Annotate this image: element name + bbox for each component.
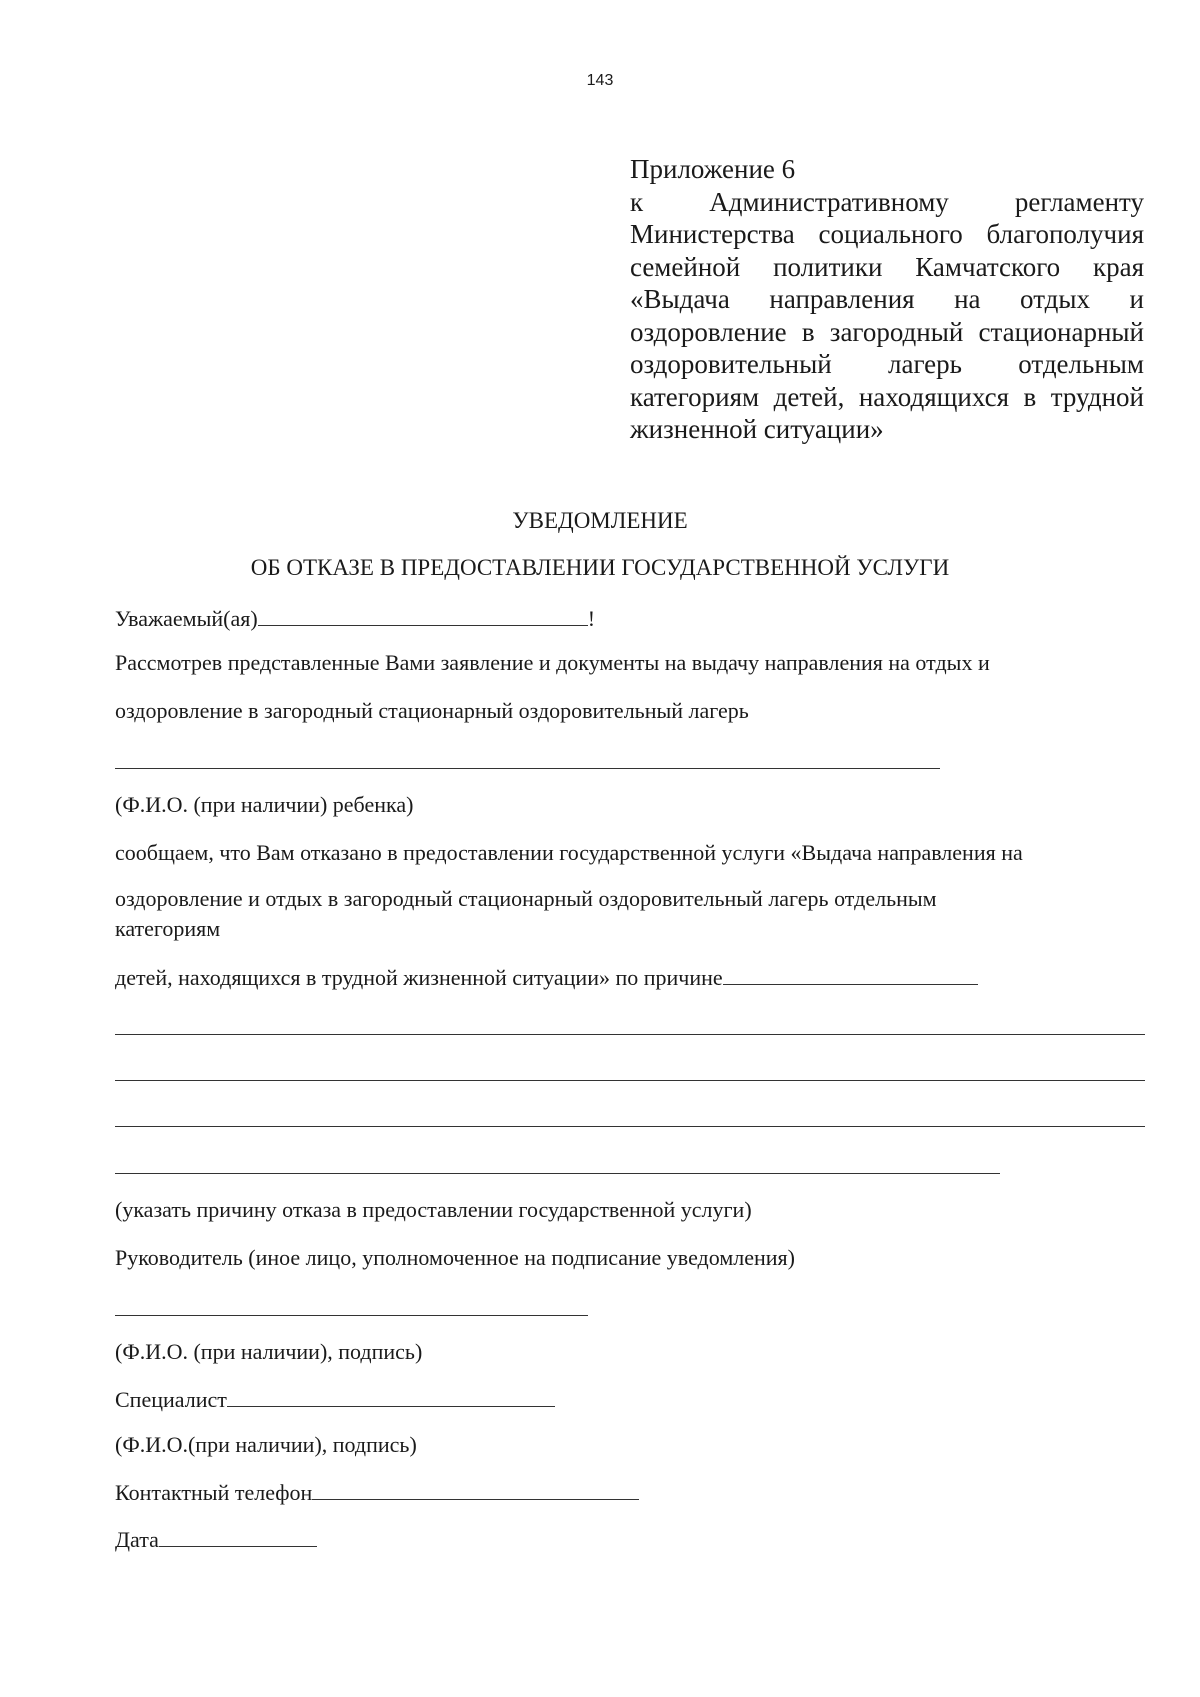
head-signature-caption: (Ф.И.О. (при наличии), подпись)	[115, 1339, 423, 1364]
appendix-line: жизненной ситуации»	[630, 414, 884, 444]
reason-caption: (указать причину отказа в предоставлении государственной услуги)	[115, 1197, 752, 1222]
specialist-signature-caption: (Ф.И.О.(при наличии), подпись)	[115, 1432, 417, 1457]
appendix-line: оздоровительный лагерь отдельным	[630, 349, 1144, 379]
specialist-blank	[227, 1386, 555, 1407]
head-label: Руководитель (иное лицо, уполномоченное на подписание уведомления)	[115, 1245, 795, 1270]
reason-prefix: детей, находящихся в трудной жизненной ситуации» по причине	[115, 965, 723, 990]
child-name-blank	[115, 768, 940, 769]
date-line	[115, 1526, 317, 1553]
appendix-line: Министерства социального благополучия	[630, 219, 1144, 249]
phone-line	[115, 1479, 639, 1506]
notice-subtitle: ОБ ОТКАЗЕ В ПРЕДОСТАВЛЕНИИ ГОСУДАРСТВЕННОЙ УСЛУГИ	[250, 555, 950, 580]
appendix-line: Приложение 6	[630, 154, 796, 184]
reason-blank	[723, 964, 978, 985]
greeting-line	[115, 605, 595, 632]
date-blank	[159, 1526, 317, 1547]
phone-label: Контактный телефон	[115, 1480, 313, 1505]
paragraph-line: Рассмотрев представленные Вами заявление и документы на выдачу направления на отдых и	[115, 650, 990, 675]
recipient-name-blank	[258, 605, 588, 626]
paragraph-line: оздоровление в загородный стационарный оздоровительный лагерь	[115, 698, 749, 723]
phone-blank	[312, 1479, 639, 1500]
reason-blank-line	[115, 1080, 1145, 1081]
greeting-suffix: !	[587, 606, 596, 631]
appendix-line: оздоровление в загородный стационарный	[630, 316, 1144, 347]
head-signature-blank	[115, 1315, 588, 1316]
appendix-line: категориям детей, находящихся в трудной	[630, 381, 1144, 412]
appendix-line: «Выдача направления на отдых и	[630, 284, 1144, 314]
reason-blank-line	[115, 1126, 1145, 1127]
specialist-label: Специалист	[115, 1387, 227, 1412]
date-label: Дата	[115, 1527, 159, 1552]
reason-blank-line	[115, 1034, 1145, 1035]
specialist-line	[115, 1386, 555, 1413]
reason-blank-line	[115, 1173, 1000, 1174]
paragraph-line: сообщаем, что Вам отказано в предоставлении государственной услуги «Выдача направления на	[115, 840, 1023, 865]
paragraph-line: оздоровление и отдых в загородный стационарный оздоровительный лагерь отдельным	[115, 886, 937, 911]
appendix-line: к Административному регламенту	[630, 186, 1144, 217]
page-number: 143	[586, 72, 614, 89]
appendix-line: семейной политики Камчатского края	[630, 251, 1144, 282]
paragraph-line: категориям	[115, 916, 221, 941]
notice-title: УВЕДОМЛЕНИЕ	[512, 508, 688, 533]
appendix-block	[630, 153, 1144, 446]
greeting-prefix: Уважаемый(ая)	[115, 606, 258, 631]
reason-line	[115, 964, 978, 991]
child-name-caption: (Ф.И.О. (при наличии) ребенка)	[115, 792, 414, 817]
